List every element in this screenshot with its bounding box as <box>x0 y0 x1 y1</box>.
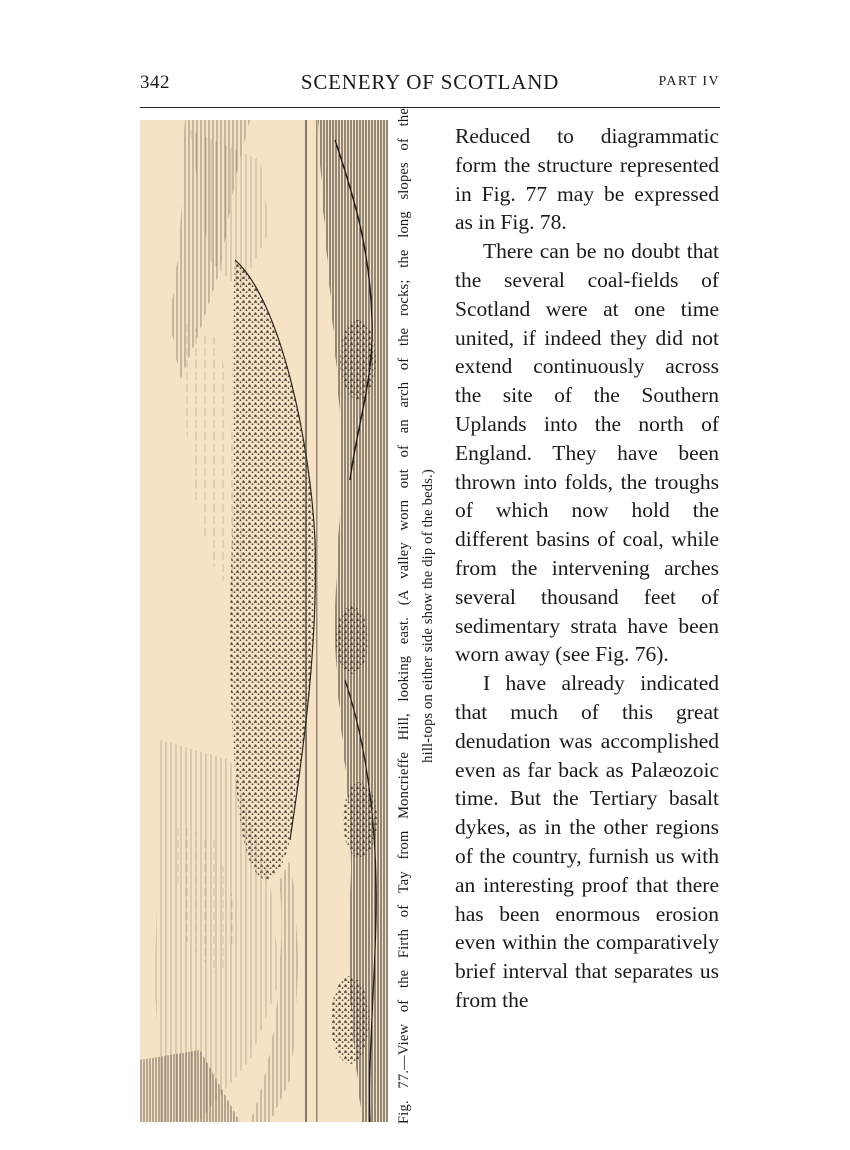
running-head <box>140 70 720 100</box>
figure-caption-rotated <box>392 108 444 1124</box>
engraving-figure <box>140 120 388 1122</box>
page-number: 342 <box>140 72 170 93</box>
engraving-illustration <box>140 120 388 1122</box>
body-text-column <box>455 122 719 1015</box>
caption-line-1: Fig. 77.—View of the Firth of Tay from Moncrieffe Hill, looking east. (A valley worn out of an arch of the rocks; the long slopes of the <box>396 108 412 1124</box>
part-label: PART IV <box>658 74 720 89</box>
running-title: SCENERY OF SCOTLAND <box>300 70 560 94</box>
caption-line-2: hill-tops on either side show the dip of the beds.) <box>420 469 436 763</box>
figure-caption <box>392 108 444 1124</box>
paragraph-3: I have already indicated that much of this great denudation was accomplished even as far back as Palæozoic time. But the Tertiary basalt dykes, as in the other regions of the country, furnish us with an interesting proof that there has been enormous erosion even within the comparatively brief interval that separates us from the <box>455 671 719 1012</box>
paragraph-1: Reduced to diagrammatic form the structure represented in Fig. 77 may be expressed as in Fig. 78. <box>455 124 719 235</box>
paragraph-2: There can be no doubt that the several coal-fields of Scotland were at one time united, if indeed they did not extend continuously across the site of the Southern Uplands into the north of England. They have been thrown into folds, the troughs of which now hold the different basins of coal, while from the intervening arches several thousand feet of sedimentary strata have been worn away (see Fig. 76). <box>455 239 719 667</box>
